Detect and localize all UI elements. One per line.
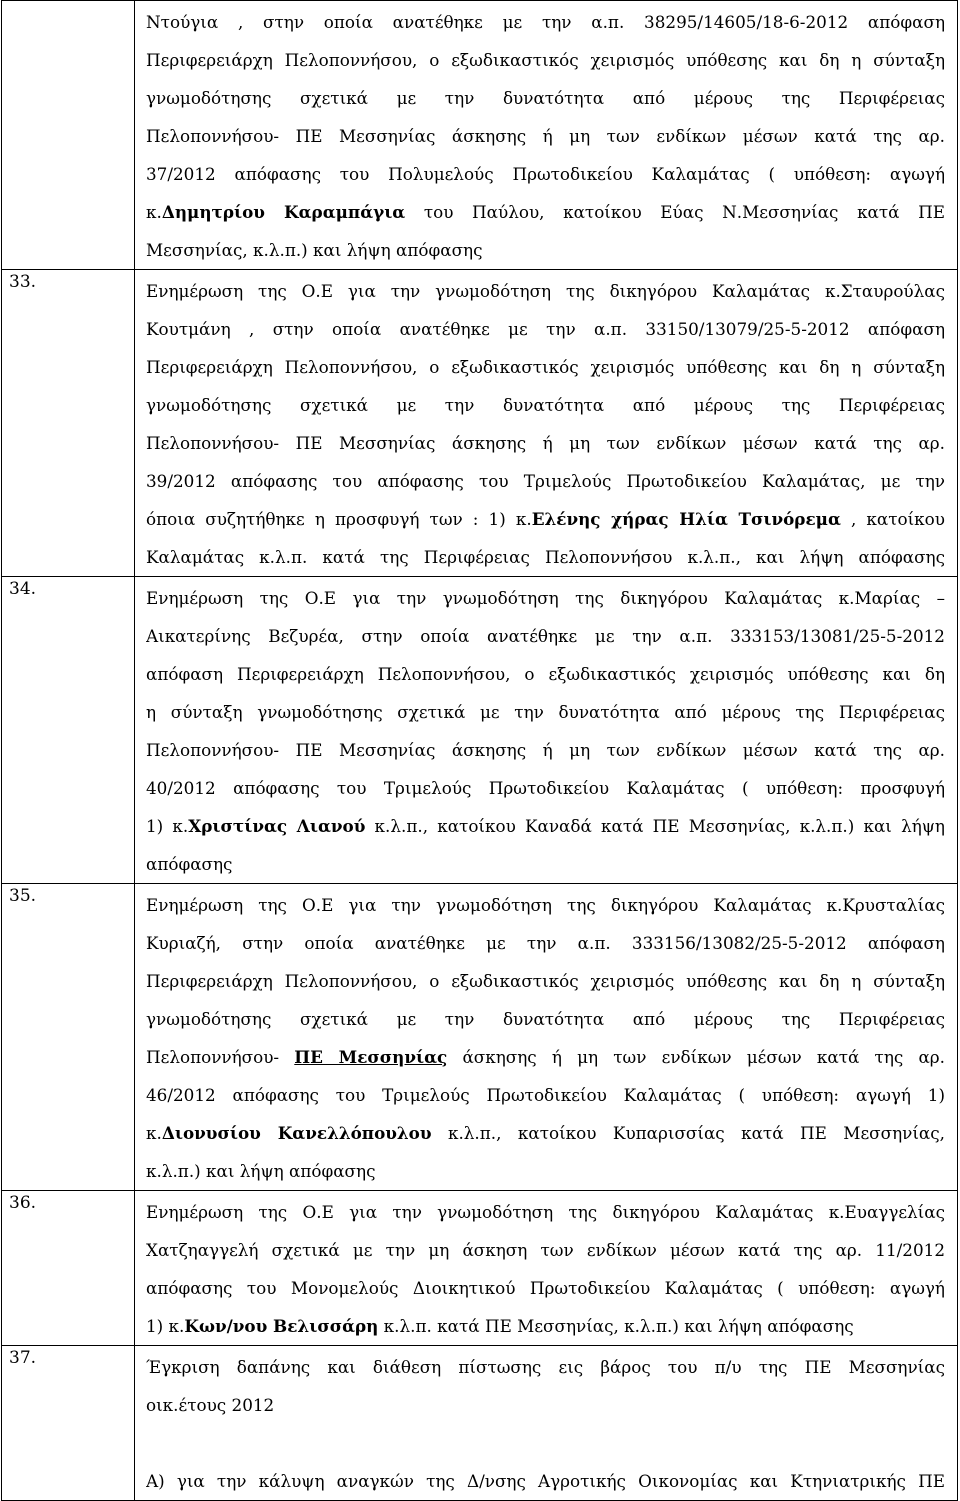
agenda-row [2,884,958,1191]
item-text-cell [135,270,958,577]
text-line: Πελοποννήσου- ΠΕ Μεσσηνίας άσκησης ή μη των ενδίκων μέσων κατά της αρ. [146,740,945,760]
text-line: Χατζηαγγελή σχετικά με την μη άσκηση των ενδίκων μέσων κατά της αρ. 11/2012 [146,1240,945,1260]
text-line: Καλαμάτας κ.λ.π. κατά της Περιφέρειας Πελοποννήσου κ.λ.π., και λήψη απόφασης [146,547,945,567]
item-number-cell [2,1346,135,1501]
text-line: Ενημέρωση της Ο.Ε για την γνωμοδότηση της δικηγόρου Καλαμάτας κ.Μαρίας – [146,588,945,608]
text-line: απόφασης του Μονομελούς Διοικητικού Πρωτοδικείου Καλαμάτας ( υπόθεση: αγωγή [146,1278,945,1298]
text-line: Ενημέρωση της Ο.Ε για την γνωμοδότηση της δικηγόρου Καλαμάτας κ.Κρυσταλίας [146,895,945,915]
bold-name: Ελένης χήρας Ηλία Τσινόρεμα [531,509,841,529]
text-line: απόφαση Περιφερειάρχη Πελοποννήσου, ο εξωδικαστικός χειρισμός υπόθεσης και δη [146,664,945,684]
text-line: Περιφερειάρχη Πελοποννήσου, ο εξωδικαστικός χειρισμός υπόθεσης και δη η σύνταξη [146,357,945,377]
text-line: Ενημέρωση της Ο.Ε για την γνωμοδότηση της δικηγόρου Καλαμάτας κ.Ευαγγελίας [146,1202,945,1222]
agenda-body [2,1,958,1501]
item-number: 34. [9,579,37,599]
agenda-row [2,270,958,577]
text-line: Μεσσηνίας, κ.λ.π.) και λήψη απόφασης [146,240,483,260]
item-number: 33. [9,272,37,292]
text-line: 39/2012 απόφασης του απόφασης του Τριμελούς Πρωτοδικείου Καλαμάτας, με την [146,471,945,491]
text-segment: Πελοποννήσου- [146,1047,295,1067]
text-segment: , κατοίκου [840,509,945,529]
item-text-cell [135,1,958,270]
text-segment: κ. [146,202,162,222]
text-segment: όποια συζητήθηκε η προσφυγή των : 1) κ. [146,509,532,529]
text-line [146,1307,945,1345]
text-line: Ντούγια , στην οποία ανατέθηκε με την α.π. 38295/14605/18-6-2012 απόφαση [146,12,945,32]
text-segment: άσκησης ή μη των ενδίκων μέσων κατά της αρ. [447,1047,945,1067]
item-number: 36. [9,1193,37,1213]
bold-name: Χριστίνας Λιανού [188,816,366,836]
text-line [146,1114,945,1152]
item-text-cell [135,884,958,1191]
text-line: Περιφερειάρχη Πελοποννήσου, ο εξωδικαστικός χειρισμός υπόθεσης και δη η σύνταξη [146,50,945,70]
text-line: Πελοποννήσου- ΠΕ Μεσσηνίας άσκησης ή μη των ενδίκων μέσων κατά της αρ. [146,433,945,453]
text-line: 46/2012 απόφασης του Τριμελούς Πρωτοδικείου Καλαμάτας ( υπόθεση: αγωγή 1) [146,1085,945,1105]
text-line: οικ.έτους 2012 [146,1395,275,1415]
text-line [146,193,945,231]
agenda-row [2,1191,958,1346]
text-segment: του Παύλου, κατοίκου Εύας Ν.Μεσσηνίας κατά ΠΕ [405,202,945,222]
agenda-row [2,1,958,270]
text-line: απόφασης [146,854,233,874]
bold-name: Κων/νου Βελισσάρη [184,1316,379,1336]
text-line: 37/2012 απόφασης του Πολυμελούς Πρωτοδικείου Καλαμάτας ( υπόθεση: αγωγή [146,164,945,184]
text-line [146,1038,945,1076]
text-line [146,1424,945,1462]
bold-name: Δημητρίου Καραμπάγια [161,202,406,222]
text-line: Περιφερειάρχη Πελοποννήσου, ο εξωδικαστικός χειρισμός υπόθεσης και δη η σύνταξη [146,971,945,991]
bold-underlined-text: ΠΕ Μεσσηνίας [294,1047,448,1067]
agenda-row [2,1346,958,1501]
text-line: Κουτμάνη , στην οποία ανατέθηκε με την α.π. 33150/13079/25-5-2012 απόφαση [146,319,945,339]
text-line: 40/2012 απόφασης του Τριμελούς Πρωτοδικείου Καλαμάτας ( υπόθεση: προσφυγή [146,778,945,798]
text-line: Έγκριση δαπάνης και διάθεση πίστωσης εις βάρος του π/υ της ΠΕ Μεσσηνίας [146,1357,945,1377]
item-number: 37. [9,1348,37,1368]
text-line: Πελοποννήσου- ΠΕ Μεσσηνίας άσκησης ή μη των ενδίκων μέσων κατά της αρ. [146,126,945,146]
text-line [146,500,945,538]
text-segment: 1) κ. [146,1316,185,1336]
text-segment: κ.λ.π., κατοίκου Κυπαρισσίας κατά ΠΕ Μεσσηνίας, [431,1123,945,1143]
agenda-table [1,0,958,1501]
item-number-cell [2,577,135,884]
text-line: Ενημέρωση της Ο.Ε για την γνωμοδότηση της δικηγόρου Καλαμάτας κ.Σταυρούλας [146,281,945,301]
item-number-cell [2,884,135,1191]
text-line: Αικατερίνης Βεζυρέα, στην οποία ανατέθηκε με την α.π. 333153/13081/25-5-2012 [146,626,945,646]
text-line: η σύνταξη γνωμοδότησης σχετικά με την δυνατότητα από μέρους της Περιφέρειας [146,702,945,722]
text-line [146,807,945,845]
text-line: Κυριαζή, στην οποία ανατέθηκε με την α.π. 333156/13082/25-5-2012 απόφαση [146,933,945,953]
item-number-cell [2,270,135,577]
agenda-row [2,577,958,884]
item-text-cell [135,577,958,884]
text-line: Α) για την κάλυψη αναγκών της Δ/νσης Αγροτικής Οικονομίας και Κτηνιατρικής ΠΕ [146,1471,945,1491]
text-segment: 1) κ. [146,816,189,836]
item-number-cell [2,1,135,270]
text-segment: κ.λ.π. κατά ΠΕ Μεσσηνίας, κ.λ.π.) και λήψη απόφασης [378,1316,854,1336]
text-line: γνωμοδότησης σχετικά με την δυνατότητα από μέρους της Περιφέρειας [146,88,945,108]
item-text-cell [135,1191,958,1346]
text-segment: κ.λ.π., κατοίκου Καναδά κατά ΠΕ Μεσσηνίας, κ.λ.π.) και λήψη [365,816,945,836]
text-line: κ.λ.π.) και λήψη απόφασης [146,1161,376,1181]
item-text-cell [135,1346,958,1501]
text-segment: κ. [146,1123,162,1143]
item-number: 35. [9,886,37,906]
item-number-cell [2,1191,135,1346]
bold-name: Διονυσίου Κανελλόπουλου [161,1123,432,1143]
text-line: γνωμοδότησης σχετικά με την δυνατότητα από μέρους της Περιφέρειας [146,395,945,415]
text-line: γνωμοδότησης σχετικά με την δυνατότητα από μέρους της Περιφέρειας [146,1009,945,1029]
